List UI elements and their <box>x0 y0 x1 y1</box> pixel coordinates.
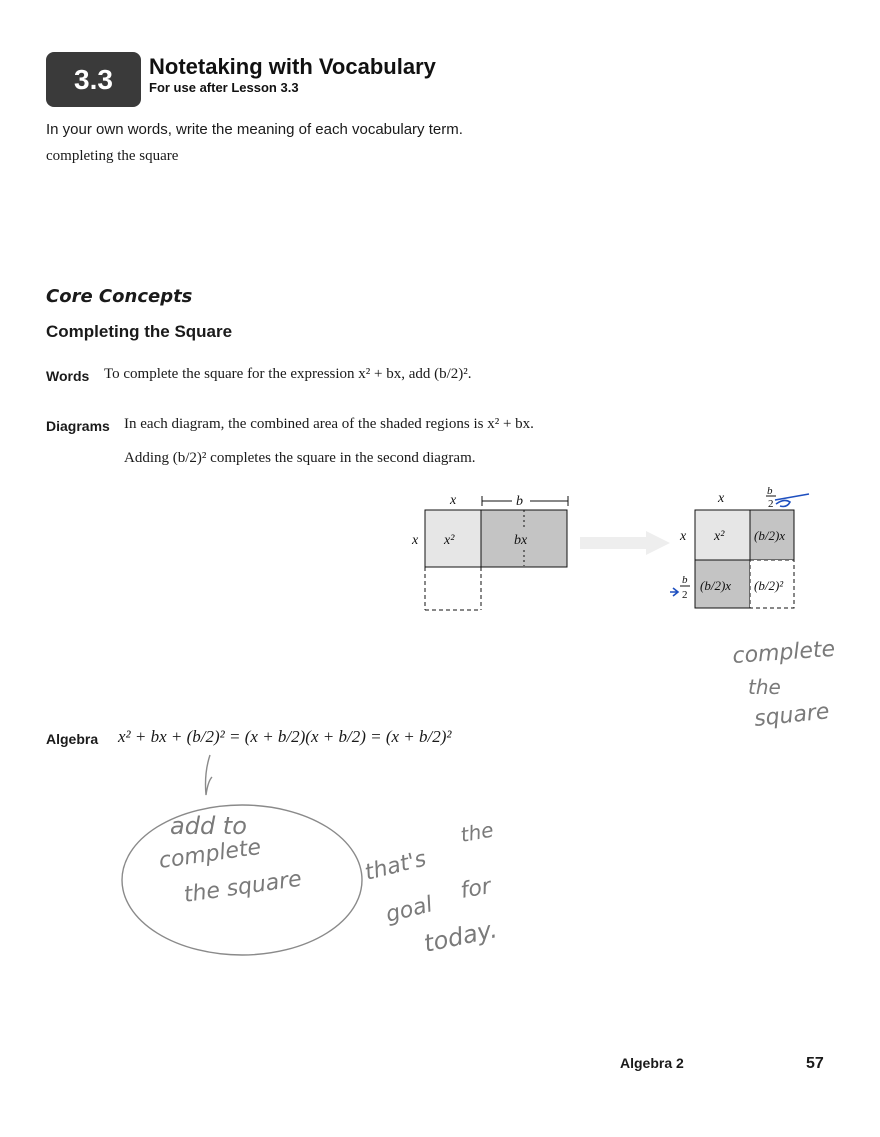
vocab-term: completing the square <box>46 148 179 164</box>
svg-text:2: 2 <box>768 498 774 510</box>
words-text: To complete the square for the expression x² + bx, add (b/2)². <box>104 366 472 382</box>
svg-text:complete: complete <box>157 834 263 874</box>
svg-text:that's: that's <box>362 846 429 886</box>
svg-text:(b/2)x: (b/2)x <box>754 528 786 543</box>
svg-text:(b/2)²: (b/2)² <box>754 578 784 593</box>
svg-text:complete: complete <box>731 636 836 669</box>
svg-text:bx: bx <box>514 533 528 548</box>
svg-text:b: b <box>682 574 688 586</box>
svg-text:x: x <box>718 491 725 506</box>
svg-text:x²: x² <box>444 533 455 548</box>
algebra-label: Algebra <box>46 731 99 747</box>
algebra-equation: x² + bx + (b/2)² = (x + b/2)(x + b/2) = (x + b/2)² <box>118 727 452 746</box>
svg-text:b: b <box>516 494 523 509</box>
words-label: Words <box>46 368 90 384</box>
page-title: Notetaking with Vocabulary <box>149 54 436 79</box>
svg-text:goal: goal <box>383 892 436 928</box>
svg-text:x: x <box>680 529 687 544</box>
svg-text:the: the <box>748 675 781 699</box>
svg-text:the: the <box>458 817 496 847</box>
diagrams-label: Diagrams <box>46 418 110 434</box>
svg-text:x: x <box>412 533 419 548</box>
svg-text:for: for <box>458 874 493 904</box>
instructions: In your own words, write the meaning of each vocabulary term. <box>46 121 463 138</box>
diagrams-text: In each diagram, the combined area of the shaded regions is x² + bx. <box>124 416 534 432</box>
diagrams-text-2: Adding (b/2)² completes the square in the second diagram. <box>124 450 476 466</box>
core-concepts-heading: Core Concepts <box>46 286 193 307</box>
svg-text:today.: today. <box>421 915 500 958</box>
footer-book-title: Algebra 2 <box>620 1055 684 1071</box>
svg-text:the square: the square <box>182 866 304 908</box>
lesson-badge: 3.3 <box>46 52 141 107</box>
svg-text:b: b <box>767 485 773 497</box>
svg-text:square: square <box>753 699 831 732</box>
svg-text:2: 2 <box>682 589 688 601</box>
page-number: 57 <box>806 1055 824 1072</box>
completing-square-heading: Completing the Square <box>46 322 233 341</box>
svg-text:x²: x² <box>714 529 725 544</box>
page-subtitle: For use after Lesson 3.3 <box>149 80 299 95</box>
svg-text:add to: add to <box>170 812 247 840</box>
svg-text:x: x <box>450 493 457 508</box>
svg-text:(b/2)x: (b/2)x <box>700 578 732 593</box>
